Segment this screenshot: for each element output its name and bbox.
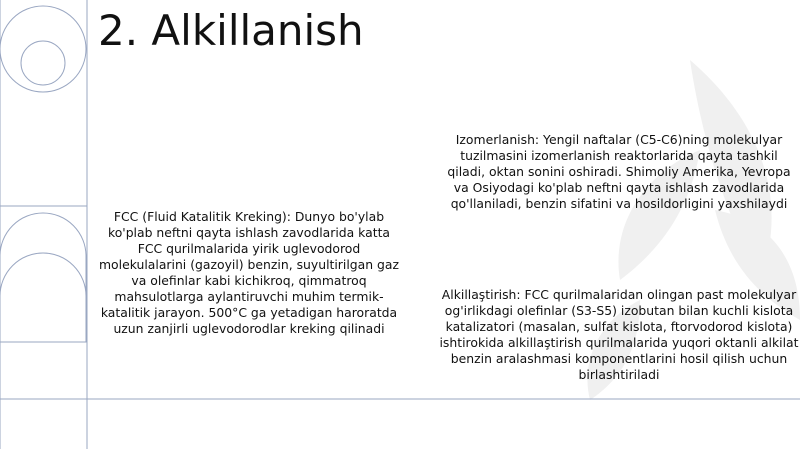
fcc-description-text: FCC (Fluid Katalitik Kreking): Dunyo bo'ylab ko'plab neftni qayta ishlash zavodlarida katta FCC qurilmalarida yirik uglevodorod molekulalarini (gazoyil) benzin, suyultirilgan gaz va olefinlar kabi kichikroq, qimmatroq mahsulotlarga aylantiruvchi muhim termik-katalitik jarayon. 500°C ga yetadigan haroratda uzun zanjirli uglevodorodlar kreking qilinadi	[98, 209, 400, 336]
slide-title: 2. Alkillanish	[98, 6, 364, 55]
isomerization-description-text: Izomerlanish: Yengil naftalar (C5-C6)ning molekulyar tuzilmasini izomerlanish reaktorlarida qayta tashkil qiladi, oktan sonini oshiradi. Shimoliy Amerika, Yevropa va Osiyodagi ko'plab neftni qayta ishlash zavodlarida qo'llaniladi, benzin sifatini va hosildorligini yaxshilaydi	[447, 132, 791, 211]
alkylation-description-text: Alkillaştirish: FCC qurilmalaridan olingan past molekulyar og'irlikdagi olefinlar (S3-S5) izobutan bilan kuchli kislota katalizatori (masalan, sulfat kislota, ftorvodorod kislota) ishtirokida alkillaştirish qurilmalarida yuqori oktanli alkilat benzin aralashmasi komponentlarini hosil qilish uchun birlashtiriladi	[439, 287, 799, 382]
